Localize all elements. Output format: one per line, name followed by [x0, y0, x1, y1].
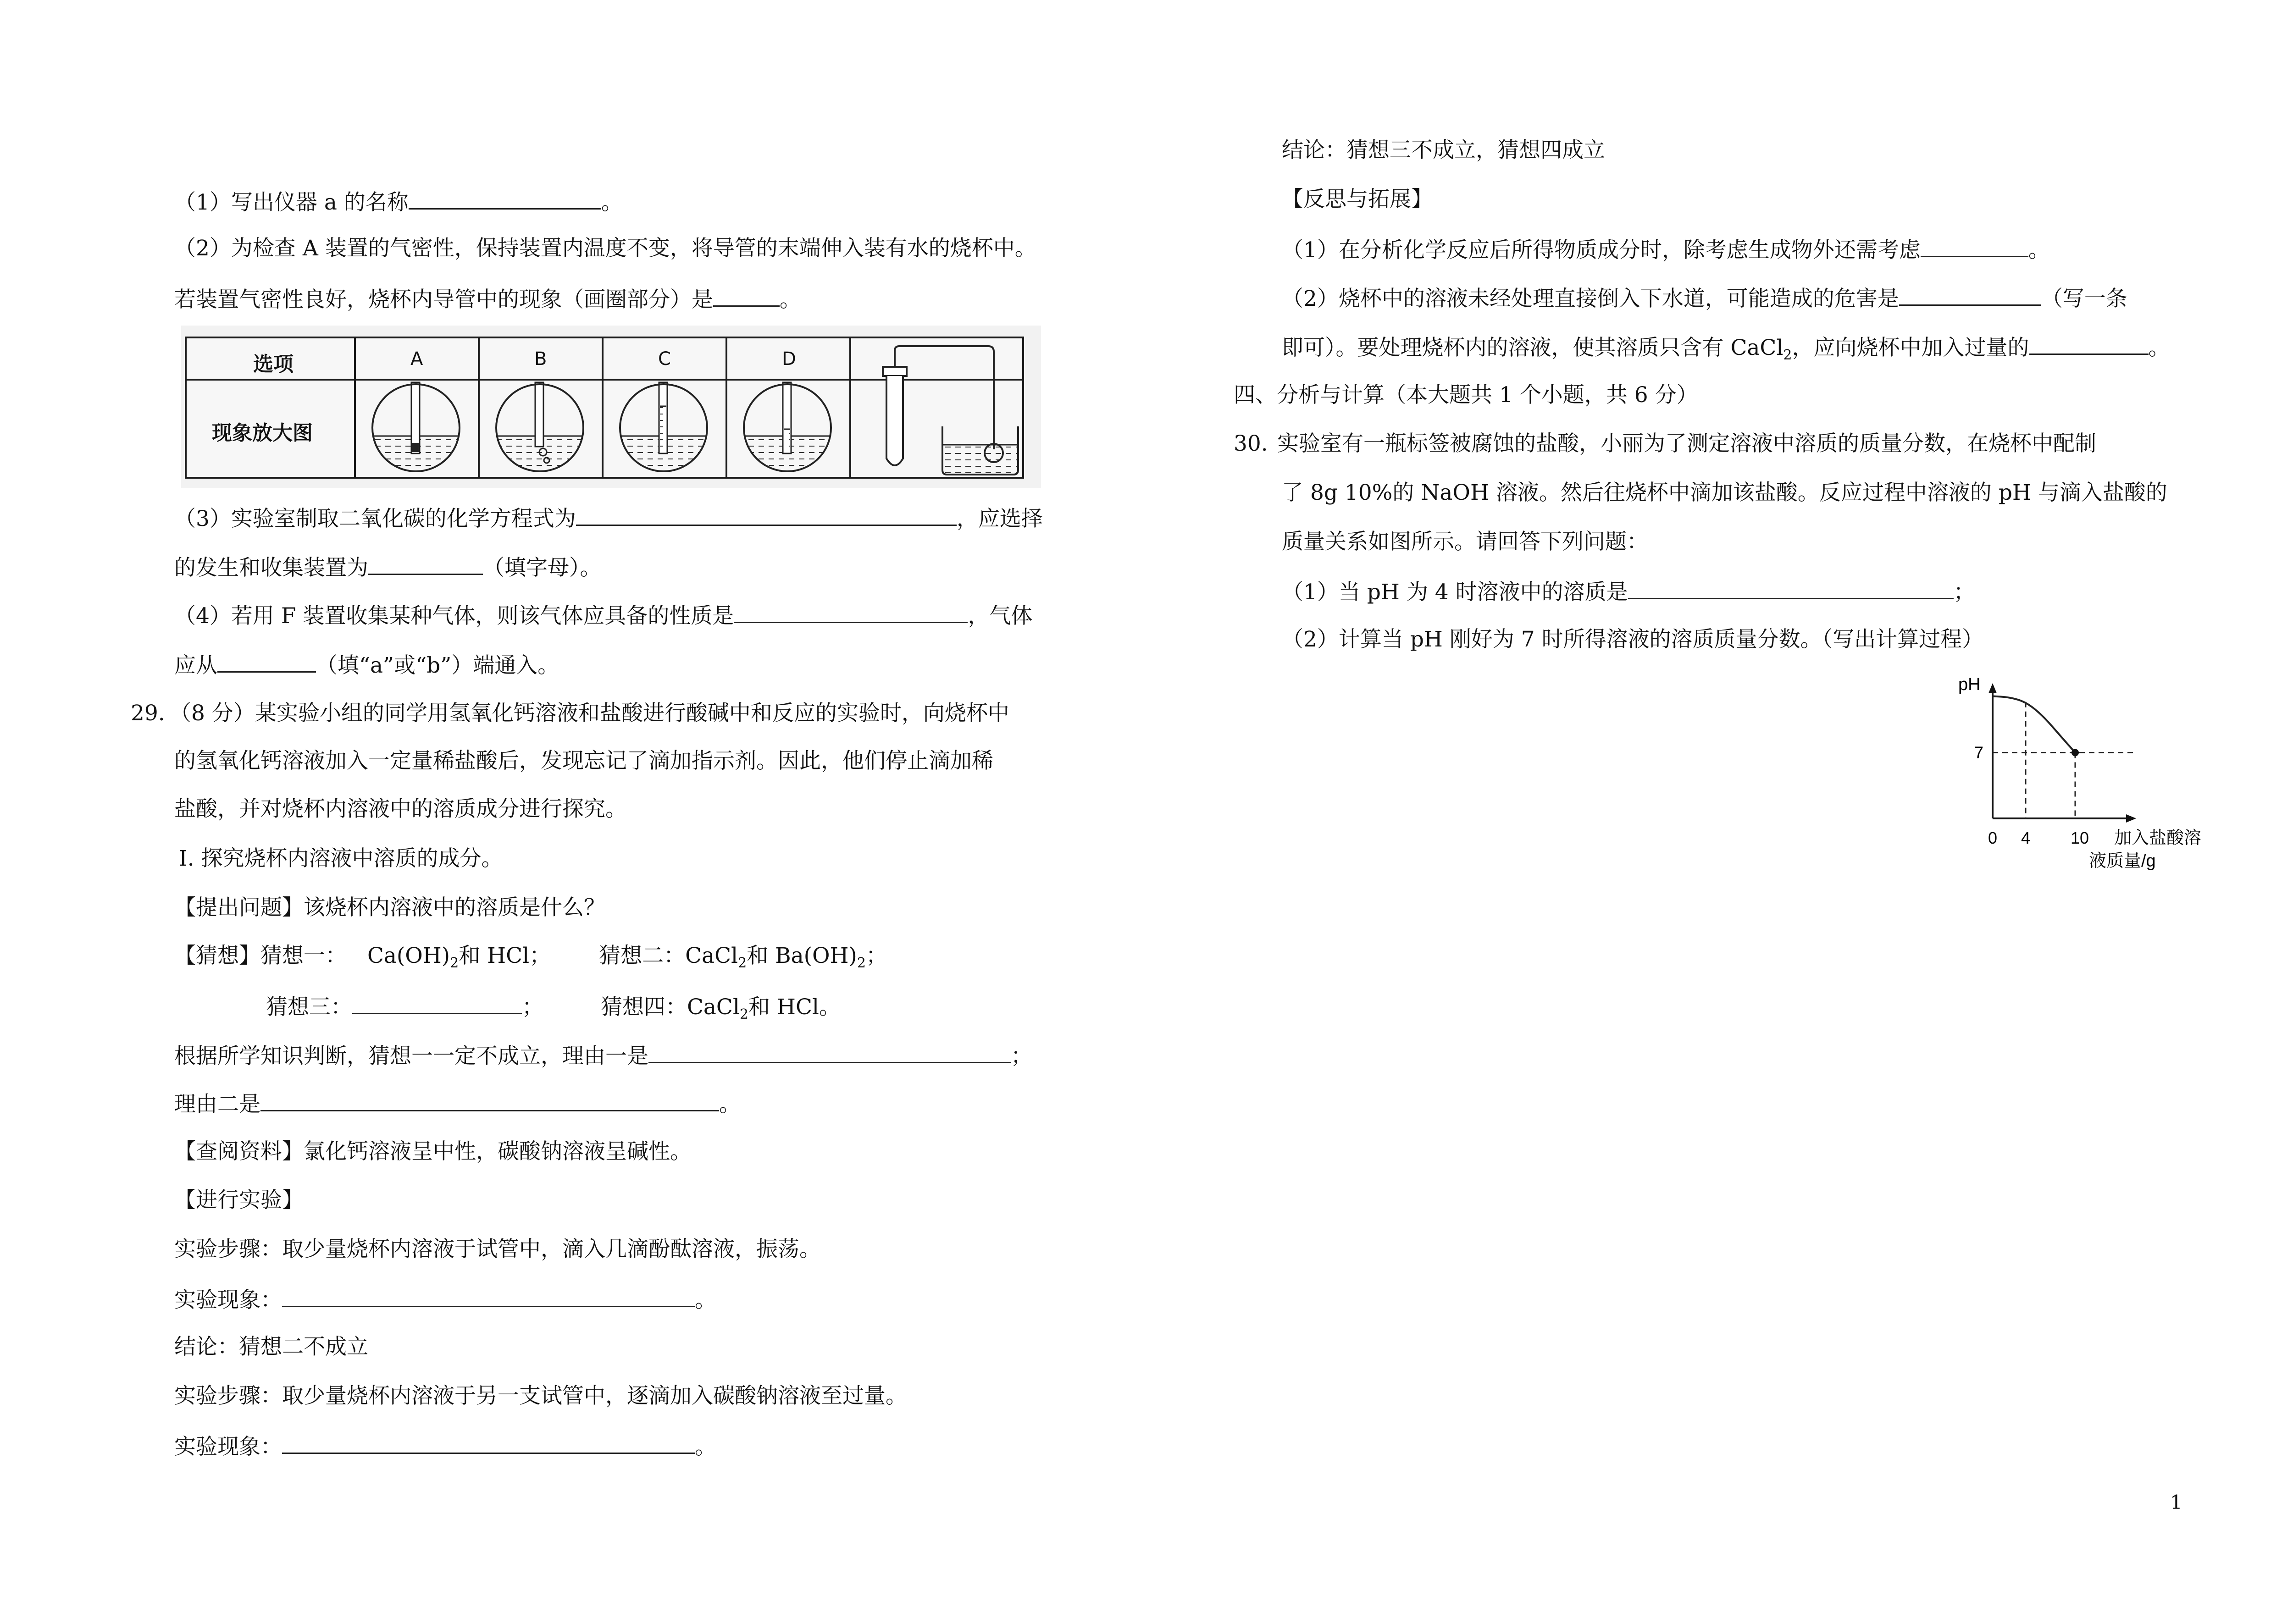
question-29-line-2: 的氢氧化钙溶液加入一定量稀盐酸后，发现忘记了滴加指示剂。因此，他们停止滴加稀	[174, 748, 993, 773]
guess-line-1: 【猜想】猜想一： $Ca(OH)_2$和 HCl； 猜想二：CaCl$_2$和 $Ba(OH)_2$；	[174, 943, 887, 971]
question-30-number: 30.	[1234, 431, 1268, 456]
part-1-heading: Ⅰ. 探究烧杯内溶液中溶质的成分。	[179, 846, 503, 871]
step-2: 实验步骤：取少量烧杯内溶液于另一支试管中，逐滴加入碳酸钠溶液至过量。	[174, 1383, 907, 1409]
option-d-view	[742, 382, 833, 477]
answer-blank[interactable]	[1921, 235, 2028, 257]
table-row-label: 现象放大图	[212, 421, 313, 445]
x-axis-label-line-1: 加入盐酸溶	[2114, 829, 2201, 848]
answer-blank[interactable]	[1628, 577, 1954, 599]
conclusion-2: 结论：猜想三不成立，猜想四成立	[1282, 138, 1605, 163]
answer-blank[interactable]	[352, 992, 522, 1014]
apparatus-illustration	[874, 335, 1039, 481]
question-4-line-1: （4）若用 F 装置收集某种气体，则该气体应具备的性质是 ，气体	[174, 601, 1032, 630]
y-axis-label: pH	[1958, 675, 1981, 694]
question-29-line-3: 盐酸，并对烧杯内溶液中的溶质成分进行探究。	[174, 796, 627, 822]
question-29-line-1: （8 分）某实验小组的同学用氢氧化钙溶液和盐酸进行酸碱中和反应的实验时，向烧杯中	[170, 701, 1009, 726]
answer-blank[interactable]	[260, 1089, 719, 1111]
answer-blank[interactable]	[576, 503, 957, 526]
answer-blank[interactable]	[713, 284, 780, 307]
reflect-2-line-2: 即可）。要处理烧杯内的溶液，使其溶质只含有 CaCl$_2$，应向烧杯中加入过量的 。	[1282, 332, 2170, 362]
question-1: （1）写出仪器 a 的名称 。	[174, 187, 623, 216]
question-30-line-3: 质量关系如图所示。请回答下列问题：	[1282, 529, 1648, 554]
answer-blank[interactable]	[368, 552, 483, 575]
answer-blank[interactable]	[734, 601, 968, 623]
question-3-line-2: 的发生和收集装置为 （填字母）。	[174, 552, 602, 582]
x-tick-0: 0	[1988, 829, 1998, 847]
question-29-number: 29.	[131, 701, 165, 726]
reflect-2-line-1: （2）烧杯中的溶液未经处理直接倒入下水道，可能造成的危害是 （写一条	[1282, 283, 2127, 313]
reason-1: 根据所学知识判断，猜想一一定不成立，理由一是 ；	[174, 1041, 1032, 1070]
table-header: 选项	[253, 353, 294, 376]
question-30-part-2: （2）计算当 pH 刚好为 7 时所得溶液的溶质质量分数。（写出计算过程）	[1282, 627, 1984, 652]
x-tick-4: 4	[2021, 829, 2031, 847]
option-c-label: C	[658, 348, 671, 370]
experiment-heading: 【进行实验】	[174, 1188, 304, 1213]
guess-line-2: 猜想三： ； 猜想四：CaCl$_2$和 HCl。	[266, 992, 841, 1021]
answer-blank[interactable]	[2029, 332, 2149, 355]
ph-curve	[1993, 696, 2075, 753]
question-4-line-2: 应从 （填“a”或“b”）端通入。	[174, 650, 559, 679]
neutral-point	[2071, 749, 2079, 757]
question-2-line-2: 若装置气密性良好，烧杯内导管中的现象（画圈部分）是 。	[174, 284, 801, 314]
question-30-part-1: （1）当 pH 为 4 时溶液中的溶质是 ；	[1282, 577, 1975, 606]
reflect-heading: 【反思与拓展】	[1282, 187, 1433, 212]
answer-blank[interactable]	[282, 1431, 695, 1454]
option-b-label: B	[534, 348, 547, 370]
lookup-info: 【查阅资料】氯化钙溶液呈中性，碳酸钠溶液呈碱性。	[174, 1139, 692, 1164]
magnified-views	[354, 379, 849, 477]
x-axis-arrow	[2126, 814, 2136, 823]
question-30-line-2: 了 8g 10%的 NaOH 溶液。然后往烧杯中滴加该盐酸。反应过程中溶液的 pH 与滴入盐酸的	[1282, 480, 2167, 505]
page-number: 1	[2170, 1491, 2182, 1514]
option-d-label: D	[782, 348, 796, 370]
question-2-line-1: （2）为检查 A 装置的气密性，保持装置内温度不变，将导管的末端伸入装有水的烧杯中。	[174, 236, 1036, 261]
x-tick-10: 10	[2071, 829, 2089, 847]
option-b-view	[494, 382, 586, 477]
answer-blank[interactable]	[648, 1041, 1011, 1063]
answer-blank[interactable]	[1899, 283, 2041, 306]
ask-question: 【提出问题】该烧杯内溶液中的溶质是什么？	[174, 895, 605, 920]
question-30-line-1: 实验室有一瓶标签被腐蚀的盐酸，小丽为了测定溶液中溶质的质量分数，在烧杯中配制	[1277, 431, 2096, 456]
x-axis-label-line-2: 液质量/g	[2089, 851, 2156, 871]
answer-blank[interactable]	[217, 650, 316, 673]
options-table	[181, 326, 1041, 488]
question-3-line-1: （3）实验室制取二氧化碳的化学方程式为 ，应选择	[174, 503, 1043, 533]
step-1: 实验步骤：取少量烧杯内溶液于试管中，滴入几滴酚酞溶液，振荡。	[174, 1237, 821, 1262]
answer-blank[interactable]	[282, 1285, 695, 1307]
y-tick-7: 7	[1974, 743, 1984, 762]
ph-chart	[1949, 669, 2201, 885]
answer-blank[interactable]	[409, 187, 601, 210]
section-4-heading: 四、分析与计算（本大题共 1 个小题，共 6 分）	[1234, 382, 1698, 408]
reflect-1: （1）在分析化学反应后所得物质成分时，除考虑生成物外还需考虑 。	[1282, 235, 2050, 264]
option-c-view	[618, 382, 709, 477]
y-axis-arrow	[1988, 683, 1997, 693]
phenomenon-1: 实验现象： 。	[174, 1285, 716, 1314]
reason-2: 理由二是 。	[174, 1089, 741, 1118]
option-a-label: A	[410, 348, 423, 370]
option-a-view	[370, 382, 462, 477]
phenomenon-2: 实验现象： 。	[174, 1431, 716, 1461]
conclusion-1: 结论：猜想二不成立	[174, 1334, 368, 1359]
